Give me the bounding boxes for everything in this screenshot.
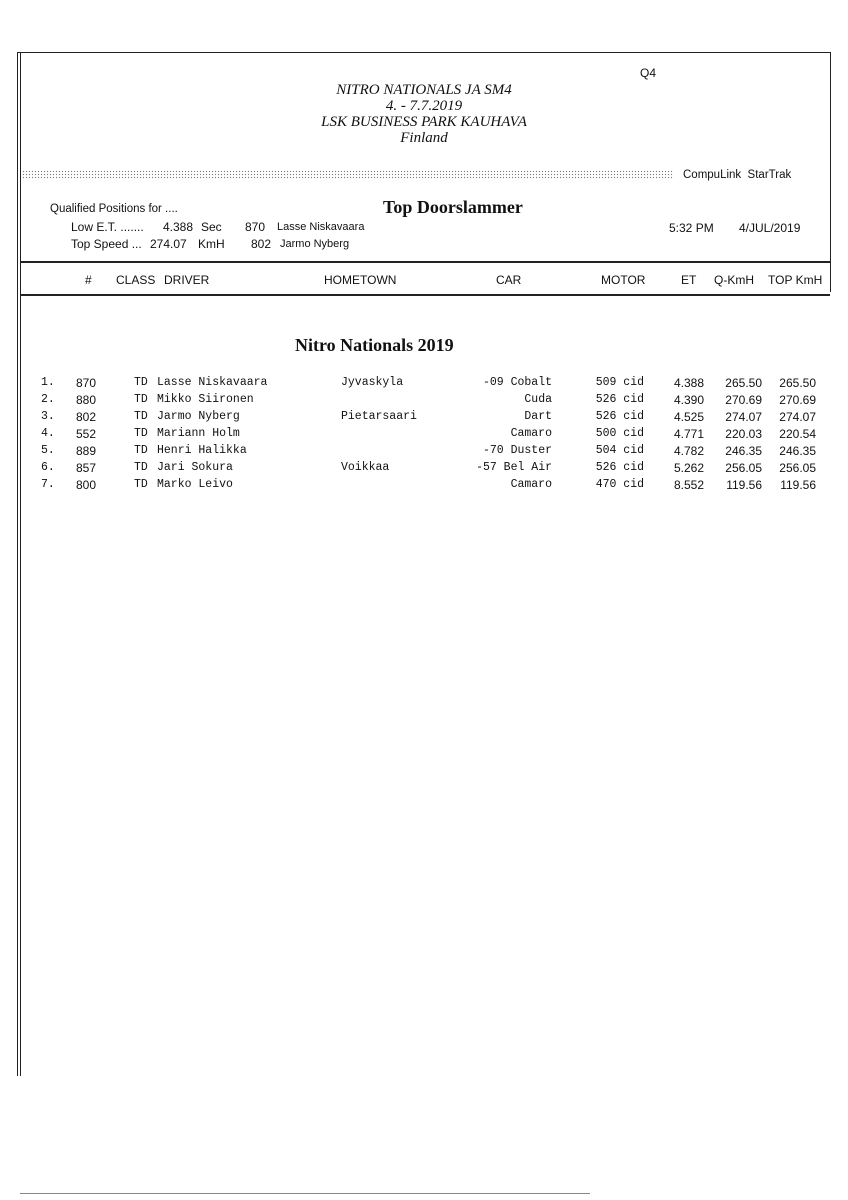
- cell-pos: 3.: [41, 410, 55, 423]
- cell-topkmh: 246.35: [779, 444, 816, 458]
- cell-topkmh: 274.07: [779, 410, 816, 424]
- cell-num: 800: [75, 478, 96, 492]
- col-motor-header: MOTOR: [601, 273, 646, 287]
- event-title: NITRO NATIONALS JA SM4: [336, 82, 512, 98]
- low-et-number: 870: [245, 220, 266, 234]
- dotted-band: [22, 170, 674, 180]
- cell-driver: Marko Leivo: [157, 478, 233, 491]
- cell-driver: Lasse Niskavaara: [157, 376, 268, 389]
- cell-car: -57 Bel Air: [476, 461, 552, 474]
- top-speed-value: 274.07: [150, 237, 187, 251]
- cell-car: Camaro: [510, 478, 552, 491]
- col-qkmh-header: Q-KmH: [714, 273, 754, 287]
- cell-motor: 504 cid: [595, 444, 644, 457]
- bottom-rule: [20, 1193, 590, 1194]
- cell-qkmh: 246.35: [725, 444, 762, 458]
- col-hometown-header: HOMETOWN: [324, 273, 397, 287]
- col-et-header: ET: [681, 273, 697, 287]
- low-et-value: 4.388: [163, 220, 194, 234]
- cell-et: 4.390: [673, 393, 704, 407]
- left-border-inner: [20, 52, 21, 1076]
- cell-class: TD: [134, 376, 148, 389]
- cell-motor: 509 cid: [595, 376, 644, 389]
- cell-class: TD: [134, 461, 148, 474]
- cell-car: -09 Cobalt: [482, 376, 552, 389]
- cell-motor: 526 cid: [595, 410, 644, 423]
- cell-topkmh: 270.69: [779, 393, 816, 407]
- cell-motor: 526 cid: [595, 461, 644, 474]
- cell-et: 4.782: [673, 444, 704, 458]
- low-et-label: Low E.T. .......: [71, 220, 144, 234]
- cell-qkmh: 256.05: [725, 461, 762, 475]
- cell-hometown: Voikkaa: [341, 461, 390, 474]
- header-rule-top: [20, 261, 830, 263]
- low-et-unit: Sec: [201, 220, 222, 234]
- cell-class: TD: [134, 427, 148, 440]
- cell-qkmh: 270.69: [725, 393, 762, 407]
- cell-pos: 4.: [41, 427, 55, 440]
- cell-qkmh: 119.56: [726, 478, 762, 492]
- cell-et: 4.771: [673, 427, 704, 441]
- cell-qkmh: 265.50: [725, 376, 762, 390]
- cell-et: 5.262: [673, 461, 704, 475]
- cell-pos: 6.: [41, 461, 55, 474]
- cell-motor: 470 cid: [595, 478, 644, 491]
- col-driver-header: DRIVER: [164, 273, 210, 287]
- cell-driver: Mikko Siironen: [157, 393, 254, 406]
- cell-qkmh: 274.07: [725, 410, 762, 424]
- cell-num: 880: [75, 393, 96, 407]
- cell-hometown: Jyvaskyla: [341, 376, 404, 389]
- cell-topkmh: 256.05: [779, 461, 816, 475]
- low-et-name: Lasse Niskavaara: [277, 221, 365, 233]
- qualified-label: Qualified Positions for ....: [50, 203, 178, 215]
- left-border: [17, 52, 18, 1076]
- vendor-label: CompuLink StarTrak: [683, 169, 792, 181]
- top-speed-unit: KmH: [198, 237, 225, 251]
- cell-pos: 5.: [41, 444, 55, 457]
- cell-class: TD: [134, 393, 148, 406]
- cell-driver: Henri Halikka: [157, 444, 247, 457]
- cell-pos: 7.: [41, 478, 55, 491]
- top-speed-label: Top Speed ...: [71, 237, 142, 251]
- cell-qkmh: 220.03: [725, 427, 762, 441]
- cell-driver: Mariann Holm: [157, 427, 240, 440]
- cell-car: Cuda: [524, 393, 552, 406]
- cell-num: 870: [75, 376, 96, 390]
- header-rule-bottom: [20, 294, 830, 296]
- event-venue: LSK BUSINESS PARK KAUHAVA: [321, 114, 527, 130]
- cell-class: TD: [134, 478, 148, 491]
- cell-pos: 1.: [41, 376, 55, 389]
- cell-num: 889: [75, 444, 96, 458]
- cell-car: -70 Duster: [482, 444, 552, 457]
- cell-driver: Jari Sokura: [157, 461, 233, 474]
- cell-et: 4.388: [673, 376, 704, 390]
- right-border: [830, 52, 831, 292]
- event-country: Finland: [400, 130, 448, 146]
- col-car-header: CAR: [496, 273, 522, 287]
- top-border: [17, 52, 831, 53]
- cell-car: Dart: [524, 410, 552, 423]
- cell-hometown: Pietarsaari: [341, 410, 417, 423]
- event-dates: 4. - 7.7.2019: [385, 98, 463, 114]
- col-class-header: CLASS: [116, 273, 156, 287]
- cell-topkmh: 220.54: [779, 427, 816, 441]
- cell-driver: Jarmo Nyberg: [157, 410, 240, 423]
- cell-topkmh: 265.50: [779, 376, 816, 390]
- cell-car: Camaro: [510, 427, 552, 440]
- report-time: 5:32 PM: [669, 221, 714, 235]
- cell-et: 8.552: [673, 478, 704, 492]
- cell-class: TD: [134, 444, 148, 457]
- report-date: 4/JUL/2019: [739, 221, 801, 235]
- col-num-header: #: [85, 273, 92, 287]
- cell-num: 802: [75, 410, 96, 424]
- section-title: Nitro Nationals 2019: [295, 335, 454, 355]
- top-speed-name: Jarmo Nyberg: [280, 238, 350, 250]
- cell-motor: 500 cid: [595, 427, 644, 440]
- cell-motor: 526 cid: [595, 393, 644, 406]
- cell-et: 4.525: [673, 410, 704, 424]
- col-topkmh-header: TOP KmH: [768, 273, 823, 287]
- class-title: Top Doorslammer: [383, 197, 523, 217]
- page-code: Q4: [640, 66, 657, 80]
- cell-class: TD: [134, 410, 148, 423]
- cell-num: 552: [75, 427, 96, 441]
- top-speed-number: 802: [251, 237, 272, 251]
- cell-topkmh: 119.56: [780, 478, 816, 492]
- cell-pos: 2.: [41, 393, 55, 406]
- cell-num: 857: [75, 461, 96, 475]
